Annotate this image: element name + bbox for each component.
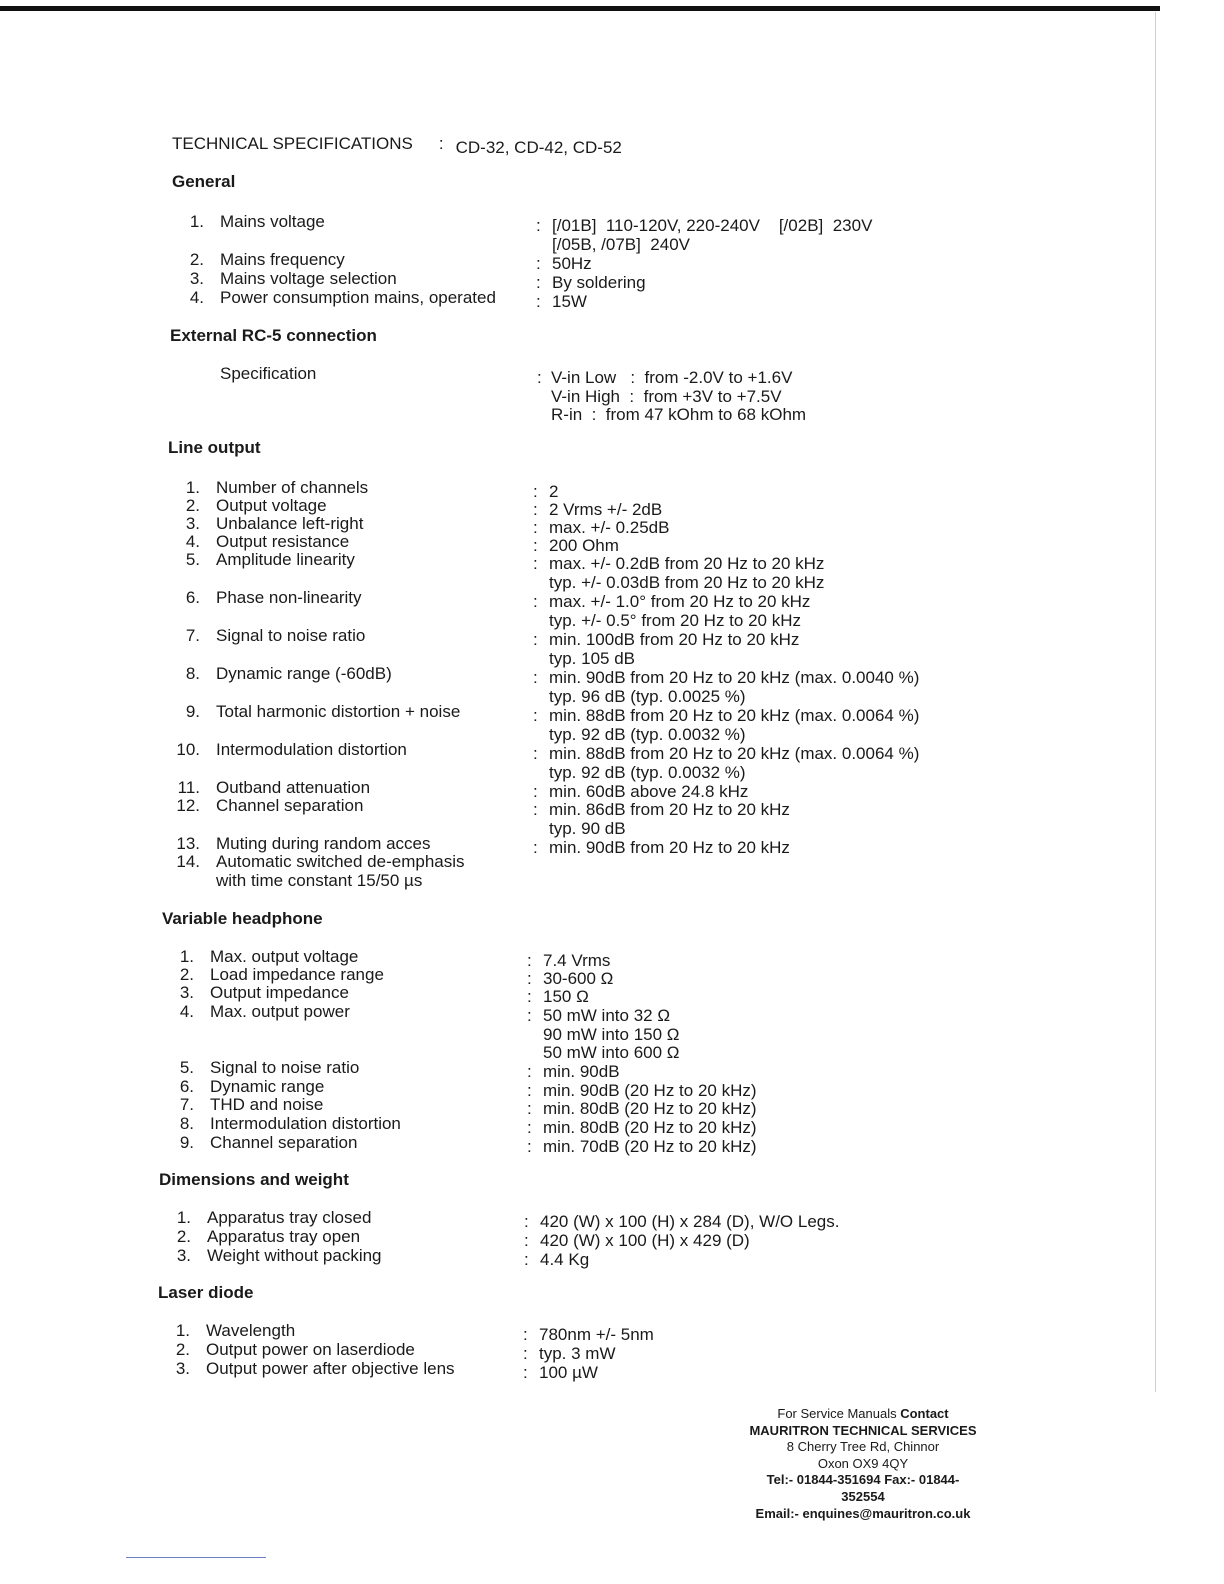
spec-value: min. 80dB (20 Hz to 20 kHz) xyxy=(543,1118,757,1137)
spec-separator: : xyxy=(533,518,538,537)
spec-number: 2. xyxy=(176,1227,191,1246)
spec-number: 3. xyxy=(189,269,204,288)
spec-value: min. 86dB from 20 Hz to 20 kHz xyxy=(549,800,790,819)
spec-separator: : xyxy=(537,368,542,387)
spec-separator: : xyxy=(533,500,538,519)
spec-value: 2 Vrms +/- 2dB xyxy=(549,500,663,519)
spec-number: 5. xyxy=(185,550,200,569)
spec-value: typ. 90 dB xyxy=(549,818,626,838)
spec-value: 420 (W) x 100 (H) x 284 (D), W/O Legs. xyxy=(540,1212,840,1231)
spec-label: Output power after objective lens xyxy=(206,1359,455,1378)
spec-separator: : xyxy=(536,254,541,273)
contact-block xyxy=(748,1406,978,1522)
spec-separator: : xyxy=(527,1137,532,1156)
spec-separator: : xyxy=(527,1099,532,1118)
spec-label: Mains voltage selection xyxy=(220,269,397,288)
spec-value: 50Hz xyxy=(552,254,592,273)
spec-separator: : xyxy=(536,216,541,235)
spec-number: 2. xyxy=(185,496,200,515)
spec-number: 14. xyxy=(176,852,200,871)
spec-number: 4. xyxy=(185,532,200,551)
spec-number: 13. xyxy=(176,834,200,853)
spec-label: Max. output power xyxy=(210,1002,350,1021)
section-line-output xyxy=(168,438,1000,890)
contact-phone: Tel:- 01844-351694 Fax:- 01844-352554 xyxy=(766,1472,960,1504)
spec-separator: : xyxy=(536,292,541,311)
spec-number: 6. xyxy=(179,1077,194,1096)
spec-label: Output resistance xyxy=(216,532,350,551)
spec-value: min. 90dB xyxy=(543,1062,620,1081)
spec-label: Channel separation xyxy=(216,796,364,815)
spec-label: Intermodulation distortion xyxy=(216,740,407,759)
spec-value: 150 Ω xyxy=(543,987,589,1006)
spec-label: Total harmonic distortion + noise xyxy=(216,702,461,721)
section-heading: External RC-5 connection xyxy=(170,326,377,345)
spec-value: typ. 105 dB xyxy=(549,648,636,668)
spec-separator: : xyxy=(533,668,538,687)
spec-value: min. 100dB from 20 Hz to 20 kHz xyxy=(549,630,800,649)
spec-number: 3. xyxy=(176,1246,191,1265)
section-heading: General xyxy=(172,172,236,191)
spec-label: Apparatus tray open xyxy=(207,1227,361,1246)
spec-value: min. 88dB from 20 Hz to 20 kHz (max. 0.0064 %) xyxy=(549,706,920,725)
spec-number: 9. xyxy=(179,1133,194,1152)
spec-label: Signal to noise ratio xyxy=(216,626,366,645)
spec-value: 420 (W) x 100 (H) x 429 (D) xyxy=(540,1231,750,1250)
spec-value: 30-600 Ω xyxy=(543,969,614,988)
spec-number: 1. xyxy=(176,1208,191,1227)
spec-separator: : xyxy=(533,592,538,611)
spec-label: Automatic switched de-emphasis xyxy=(216,852,465,871)
spec-separator: : xyxy=(533,554,538,573)
spec-value: By soldering xyxy=(552,273,646,292)
spec-number: 11. xyxy=(177,778,200,797)
contact-service-text: For Service Manuals xyxy=(777,1406,897,1421)
section-general xyxy=(172,172,1000,311)
spec-value: max. +/- 1.0° from 20 Hz to 20 kHz xyxy=(549,592,811,611)
spec-value: 50 mW into 600 Ω xyxy=(543,1043,680,1063)
spec-value: min. 80dB (20 Hz to 20 kHz) xyxy=(543,1099,757,1118)
spec-value: [/01B] 110-120V, 220-240V [/02B] 230V xyxy=(552,216,873,235)
section-dimensions-and-weight xyxy=(159,1170,1000,1269)
spec-value: R-in : from 47 kOhm to 68 kOhm xyxy=(551,405,807,425)
spec-label: Max. output voltage xyxy=(210,947,359,966)
spec-value: min. 90dB from 20 Hz to 20 kHz xyxy=(549,838,790,857)
spec-number: 7. xyxy=(179,1095,194,1114)
spec-value: [/05B, /07B] 240V xyxy=(552,234,690,254)
spec-label: Mains frequency xyxy=(220,250,345,269)
spec-value: V-in Low : from -2.0V to +1.6V xyxy=(551,368,793,387)
spec-label: Dynamic range xyxy=(210,1077,325,1096)
spec-label: Intermodulation distortion xyxy=(210,1114,401,1133)
spec-number: 4. xyxy=(189,288,204,307)
spec-separator: : xyxy=(524,1250,529,1269)
spec-number: 3. xyxy=(175,1359,190,1378)
spec-separator: : xyxy=(533,706,538,725)
spec-number: 1. xyxy=(175,1321,190,1340)
spec-separator: : xyxy=(533,536,538,555)
spec-value: 15W xyxy=(552,292,587,311)
spec-number: 7. xyxy=(185,626,200,645)
spec-separator: : xyxy=(527,1006,532,1025)
spec-label: Muting during random acces xyxy=(216,834,431,853)
spec-value: typ. 92 dB (typ. 0.0032 %) xyxy=(549,724,746,744)
spec-number: 12. xyxy=(176,796,200,815)
spec-separator: : xyxy=(533,838,538,857)
spec-label: Specification xyxy=(220,364,317,383)
scan-edge xyxy=(1155,12,1156,1392)
document-title xyxy=(172,134,622,157)
spec-value: typ. 92 dB (typ. 0.0032 %) xyxy=(549,762,746,782)
spec-label: Channel separation xyxy=(210,1133,358,1152)
spec-number: 10. xyxy=(176,740,200,759)
spec-separator: : xyxy=(527,1118,532,1137)
spec-label: Output voltage xyxy=(216,496,327,515)
spec-number: 1. xyxy=(185,478,200,497)
spec-label: THD and noise xyxy=(210,1095,324,1114)
spec-separator: : xyxy=(527,1081,532,1100)
spec-value: min. 90dB (20 Hz to 20 kHz) xyxy=(543,1081,757,1100)
spec-label: Output power on laserdiode xyxy=(206,1340,415,1359)
spec-label: Dynamic range (-60dB) xyxy=(216,664,392,683)
spec-separator: : xyxy=(527,969,532,988)
spec-value: min. 88dB from 20 Hz to 20 kHz (max. 0.0064 %) xyxy=(549,744,920,763)
spec-label: Output impedance xyxy=(210,983,349,1002)
section-heading: Laser diode xyxy=(158,1283,254,1302)
spec-value: typ. +/- 0.03dB from 20 Hz to 20 kHz xyxy=(549,572,825,592)
spec-value: 50 mW into 32 Ω xyxy=(543,1006,671,1025)
spec-separator: : xyxy=(523,1363,528,1382)
spec-number: 2. xyxy=(179,965,194,984)
section-heading: Dimensions and weight xyxy=(159,1170,349,1189)
section-variable-headphone xyxy=(162,909,1000,1156)
spec-separator: : xyxy=(533,482,538,501)
spec-value: max. +/- 0.25dB xyxy=(549,518,670,537)
spec-value: V-in High : from +3V to +7.5V xyxy=(551,386,782,406)
contact-town: Oxon OX9 4QY xyxy=(817,1455,909,1471)
spec-value: typ. 96 dB (typ. 0.0025 %) xyxy=(549,686,746,706)
spec-label: Weight without packing xyxy=(207,1246,382,1265)
spec-separator: : xyxy=(533,800,538,819)
spec-label: Number of channels xyxy=(216,478,369,497)
spec-label: Mains voltage xyxy=(220,212,325,231)
spec-value: 100 µW xyxy=(539,1363,598,1382)
spec-number: 3. xyxy=(179,983,194,1002)
spec-label: Load impedance range xyxy=(210,965,384,984)
spec-number: 5. xyxy=(179,1058,194,1077)
contact-label: Contact xyxy=(900,1406,949,1421)
spec-number: 2. xyxy=(175,1340,190,1359)
spec-value: typ. +/- 0.5° from 20 Hz to 20 kHz xyxy=(549,610,801,630)
spec-separator: : xyxy=(524,1231,529,1250)
spec-separator: : xyxy=(527,1062,532,1081)
contact-company: MAURITRON TECHNICAL SERVICES xyxy=(749,1422,977,1438)
spec-value: min. 60dB above 24.8 kHz xyxy=(549,782,749,801)
spec-label: Wavelength xyxy=(206,1321,296,1340)
contact-email: Email:- enquines@mauritron.co.uk xyxy=(755,1505,971,1521)
spec-value: 4.4 Kg xyxy=(540,1250,590,1269)
spec-number: 2. xyxy=(189,250,204,269)
spec-number: 1. xyxy=(179,947,194,966)
spec-number: 9. xyxy=(185,702,200,721)
spec-separator: : xyxy=(523,1344,528,1363)
spec-label: Signal to noise ratio xyxy=(210,1058,360,1077)
spec-value: typ. 3 mW xyxy=(539,1344,616,1363)
spec-number: 3. xyxy=(185,514,200,533)
contact-street: 8 Cherry Tree Rd, Chinnor xyxy=(786,1439,940,1455)
spec-number: 1. xyxy=(189,212,204,231)
spec-separator: : xyxy=(533,782,538,801)
title-heading: TECHNICAL SPECIFICATIONS xyxy=(172,134,413,153)
spec-label: Phase non-linearity xyxy=(216,588,362,607)
spec-value: min. 70dB (20 Hz to 20 kHz) xyxy=(543,1137,757,1156)
spec-label: Amplitude linearity xyxy=(216,550,355,569)
spec-separator: : xyxy=(523,1325,528,1344)
spec-value: 7.4 Vrms xyxy=(543,951,611,970)
spec-label-continued: with time constant 15/50 µs xyxy=(216,870,423,890)
spec-value: 2 xyxy=(549,482,559,501)
spec-separator: : xyxy=(527,987,532,1006)
spec-number: 8. xyxy=(179,1114,194,1133)
spec-separator: : xyxy=(533,744,538,763)
spec-value: max. +/- 0.2dB from 20 Hz to 20 kHz xyxy=(549,554,825,573)
spec-value: 780nm +/- 5nm xyxy=(539,1325,654,1344)
spec-separator: : xyxy=(527,951,532,970)
spec-label: Outband attenuation xyxy=(216,778,371,797)
title-models: CD-32, CD-42, CD-52 xyxy=(455,138,622,157)
top-rule xyxy=(0,6,1160,11)
spec-label: Power consumption mains, operated xyxy=(220,288,496,307)
spec-number: 6. xyxy=(185,588,200,607)
section-external-rc-5-connection xyxy=(170,326,1000,425)
title-separator: : xyxy=(438,134,444,153)
spec-value: 200 Ohm xyxy=(549,536,619,555)
spec-number: 8. xyxy=(185,664,200,683)
spec-separator: : xyxy=(536,273,541,292)
spec-separator: : xyxy=(533,630,538,649)
bottom-rule xyxy=(126,1557,266,1558)
spec-value: min. 90dB from 20 Hz to 20 kHz (max. 0.0040 %) xyxy=(549,668,920,687)
section-laser-diode xyxy=(158,1283,1000,1382)
contact-line-1 xyxy=(748,1406,978,1423)
section-heading: Variable headphone xyxy=(162,909,323,928)
section-heading: Line output xyxy=(168,438,261,457)
spec-number: 4. xyxy=(179,1002,194,1021)
spec-label: Apparatus tray closed xyxy=(207,1208,372,1227)
spec-value: 90 mW into 150 Ω xyxy=(543,1024,680,1044)
spec-separator: : xyxy=(524,1212,529,1231)
spec-label: Unbalance left-right xyxy=(216,514,364,533)
